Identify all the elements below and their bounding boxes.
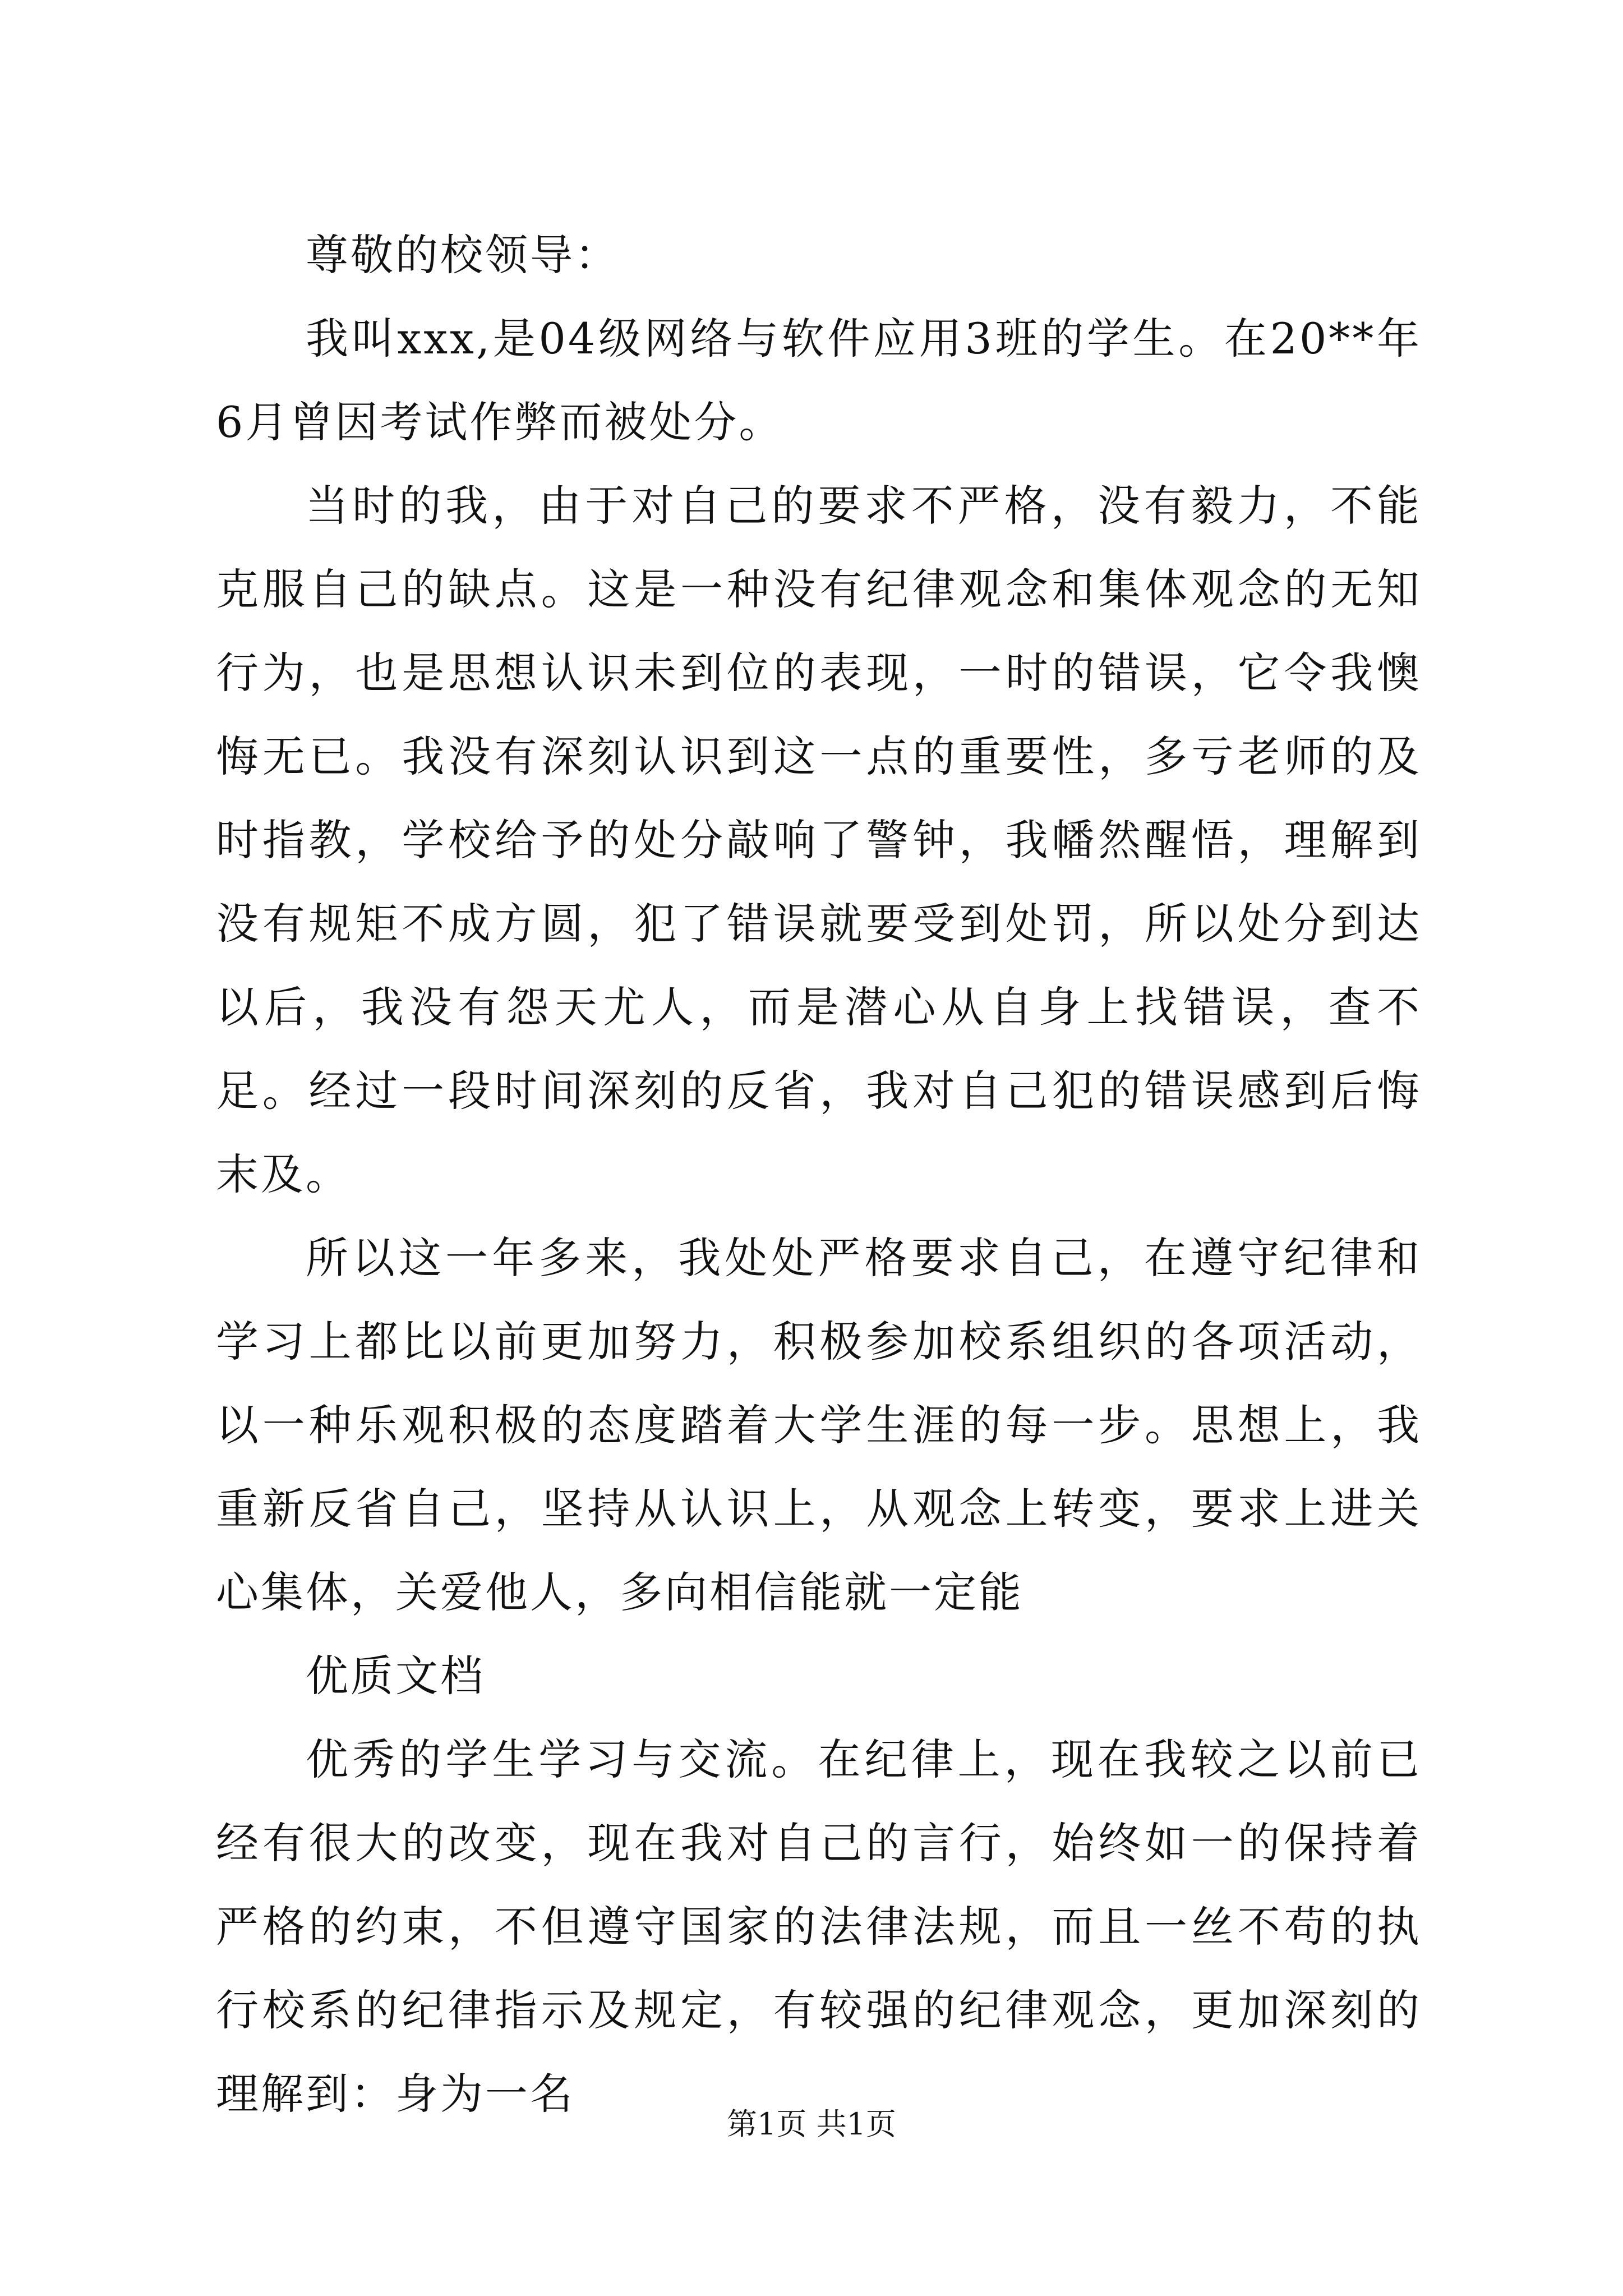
paragraph-progress: 所以这一年多来，我处处严格要求自己，在遵守纪律和学习上都比以前更加努力，积极参加校系组织的各项活动，以一种乐观积极的态度踏着大学生涯的每一步。思想上，我重新反省自己，坚持从认识上，从观念上转变，要求上进关心集体，关爱他人，多向相信能就一定能 <box>216 1233 1422 1617</box>
document-body <box>216 213 1422 2136</box>
page-footer: 第1页 共1页 <box>727 2106 896 2142</box>
paragraph-label: 优质文档 <box>306 1651 485 1701</box>
paragraph-intro: 我叫xxx,是04级网络与软件应用3班的学生。在20**年6月曾因考试作弊而被处分。 <box>216 314 1422 447</box>
paragraph-discipline: 优秀的学生学习与交流。在纪律上，现在我较之以前已经有很大的改变，现在我对自己的言行，始终如一的保持着严格的约束，不但遵守国家的法律法规，而且一丝不苟的执行校系的纪律指示及规定，有较强的纪律观念，更加深刻的理解到：身为一名 <box>216 1734 1422 2119</box>
salutation: 尊敬的校领导： <box>306 230 620 280</box>
paragraph-reflection: 当时的我，由于对自己的要求不严格，没有毅力，不能克服自己的缺点。这是一种没有纪律观念和集体观念的无知行为，也是思想认识未到位的表现，一时的错误，它令我懊悔无已。我没有深刻认识到这一点的重要性，多亏老师的及时指教，学校给予的处分敲响了警钟，我幡然醒悟，理解到没有规矩不成方圆，犯了错误就要受到处罚，所以处分到达以后，我没有怨天尤人，而是潜心从自身上找错误，查不足。经过一段时间深刻的反省，我对自己犯的错误感到后悔末及。 <box>216 481 1422 1199</box>
